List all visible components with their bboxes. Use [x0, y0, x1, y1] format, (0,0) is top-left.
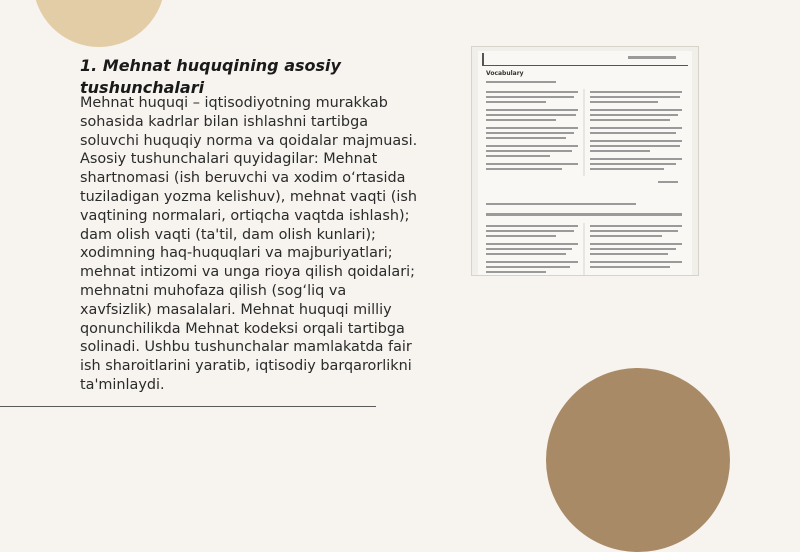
decorative-circle-bottom [546, 368, 730, 552]
divider-line [0, 406, 376, 407]
textbook-heading: Vocabulary [486, 70, 524, 77]
slide-title: 1. Mehnat huquqining asosiy tushunchalari [80, 56, 341, 97]
textbook-page-illustration [478, 51, 692, 275]
slide-body-text: Mehnat huquqi – iqtisodiyotning murakkab sohasida kadrlar bilan ishlashni tartibga soluvchi huquqiy norma va qoidalar majmuasi. Asosiy tushunchalari quyidagilar: Mehnat shartnomasi (ish beruvchi va xodim o‘rtasida tuziladigan yozma kelishuv), mehnat vaqti (ish vaqtining normalari, ortiqcha vaqtda ishlash); dam olish vaqti (ta'til, dam olish kunlari); xodimning haq-huquqlari va majburiyatlari; mehnat intizomi va unga rioya qilish qoidalari; mehnatni muhofaza qilish (sog‘liq va xavfsizlik) masalalari. Mehnat huquqi milliy qonunchilikda Mehnat kodeksi orqali tartibga solinadi. Ushbu tushunchalar mamlakatda fair ish sharoitlarini yaratib, iqtisodiy barqarorlikni ta'minlaydi. [80, 95, 418, 393]
textbook-page-image [472, 47, 698, 275]
decorative-circle-top [33, 0, 165, 47]
